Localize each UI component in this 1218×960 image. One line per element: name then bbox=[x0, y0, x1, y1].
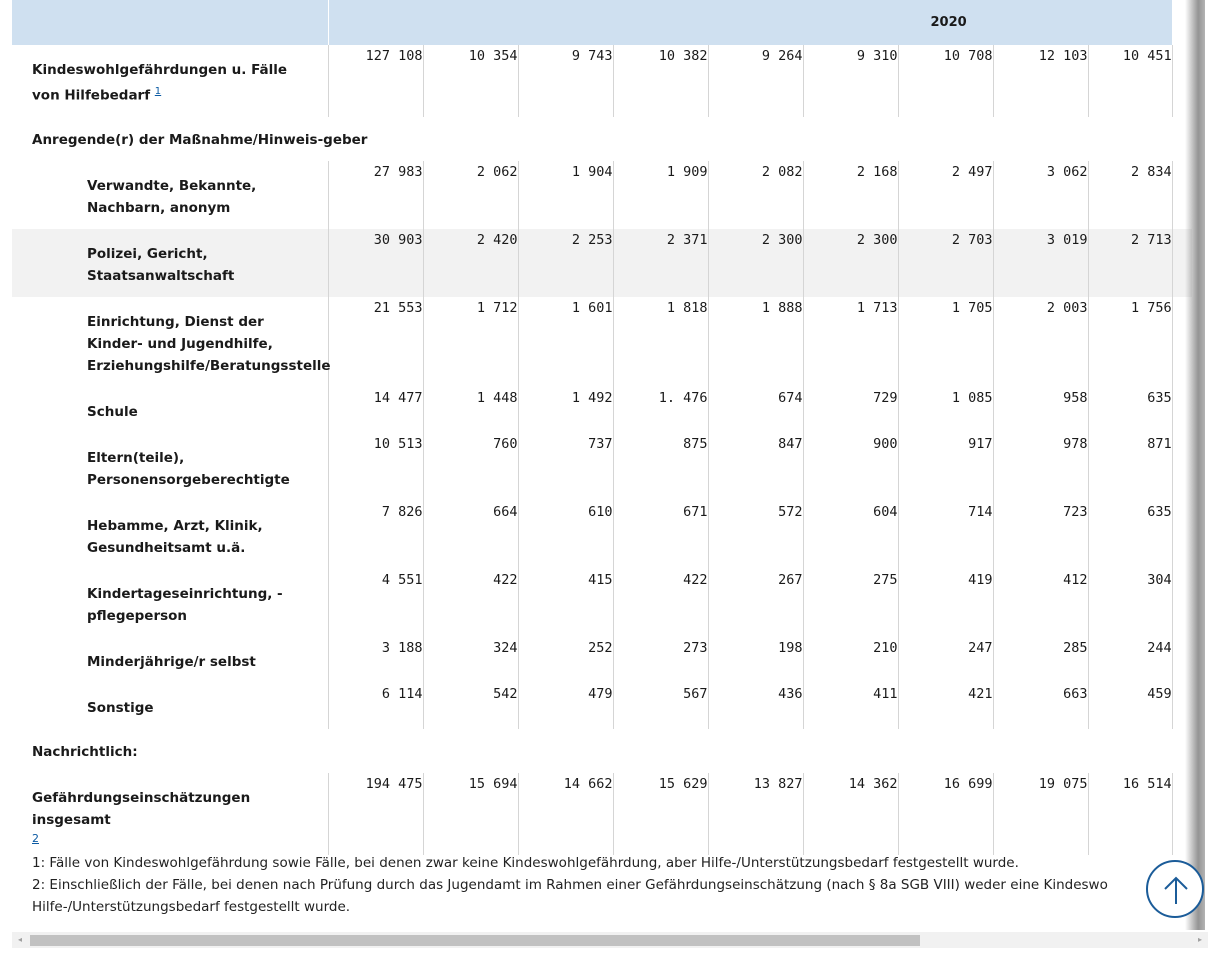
value-cell: 900 bbox=[803, 433, 898, 501]
value-cell: 1 085 bbox=[898, 387, 993, 433]
table-row bbox=[12, 297, 1192, 387]
value-cell: 411 bbox=[803, 683, 898, 729]
row-label-text: Sonstige bbox=[87, 699, 154, 716]
row-label-text: Kindeswohlgefährdungen u. Fälle von Hilfebedarf bbox=[32, 62, 288, 104]
value-cell: 572 bbox=[708, 501, 803, 569]
table-row bbox=[12, 433, 1192, 501]
section-row bbox=[12, 117, 1192, 161]
value-cell: 4 551 bbox=[328, 569, 423, 637]
value-cell: 127 108 bbox=[328, 45, 423, 117]
value-cell: 2 300 bbox=[803, 229, 898, 297]
table-row bbox=[12, 501, 1192, 569]
row-label-text: Einrichtung, Dienst der Kinder- und Jugendhilfe, Erziehungshilfe/Beratungsstelle bbox=[87, 313, 331, 374]
table-row bbox=[12, 229, 1192, 297]
year-heading: 2020 bbox=[930, 15, 967, 30]
header-year-cell bbox=[328, 0, 1172, 45]
row-label-text: Schule bbox=[87, 403, 138, 420]
value-cell: 604 bbox=[803, 501, 898, 569]
value-cell: 324 bbox=[423, 637, 518, 683]
row-label bbox=[12, 683, 328, 729]
value-cell: 723 bbox=[993, 501, 1088, 569]
row-label bbox=[12, 45, 328, 117]
row-label bbox=[12, 229, 328, 297]
value-cell: 737 bbox=[518, 433, 613, 501]
value-cell: 198 bbox=[708, 637, 803, 683]
value-cell: 1 904 bbox=[518, 161, 613, 229]
value-cell: 10 513 bbox=[328, 433, 423, 501]
value-cell: 2 062 bbox=[423, 161, 518, 229]
row-label bbox=[12, 297, 331, 387]
row-label bbox=[12, 387, 328, 433]
value-cell: 2 300 bbox=[708, 229, 803, 297]
value-cell: 871 bbox=[1088, 433, 1172, 501]
footnote-1: 1: Fälle von Kindeswohlgefährdung sowie Fälle, bei denen zwar keine Kindeswohlgefährdung, aber Hilfe-/Unterstützungsbedarf festgestellt wurde. bbox=[32, 855, 1019, 871]
row-label bbox=[12, 773, 328, 855]
table-body bbox=[12, 45, 1192, 855]
row-label-text: Eltern(teile), Personensorgeberechtigte bbox=[87, 449, 290, 488]
value-cell: 635 bbox=[1088, 387, 1172, 433]
value-cell: 3 062 bbox=[993, 161, 1088, 229]
footnote-2: 2: Einschließlich der Fälle, bei denen nach Prüfung durch das Jugendamt im Rahmen einer Gefährdungseinschätzung (nach § 8a SGB VIII) weder eine Kindeswo bbox=[32, 877, 1108, 893]
table-row bbox=[12, 683, 1192, 729]
value-cell: 1 601 bbox=[518, 297, 613, 387]
value-cell: 1 818 bbox=[613, 297, 708, 387]
value-cell: 13 827 bbox=[708, 773, 803, 855]
arrow-up-icon bbox=[1161, 874, 1191, 906]
table-row bbox=[12, 161, 1192, 229]
scrollbar-thumb[interactable] bbox=[30, 935, 920, 946]
value-cell: 663 bbox=[993, 683, 1088, 729]
row-label-text: Minderjährige/r selbst bbox=[87, 653, 256, 670]
footnote-link[interactable]: 2 bbox=[32, 831, 39, 845]
value-cell: 422 bbox=[423, 569, 518, 637]
value-cell: 760 bbox=[423, 433, 518, 501]
value-cell: 3 019 bbox=[993, 229, 1088, 297]
value-cell: 10 354 bbox=[423, 45, 518, 117]
value-cell: 635 bbox=[1088, 501, 1172, 569]
row-label-text: Verwandte, Bekannte, Nachbarn, anonym bbox=[87, 177, 257, 216]
value-cell: 567 bbox=[613, 683, 708, 729]
value-cell: 2 713 bbox=[1088, 229, 1172, 297]
row-label-text: Kindertageseinrichtung, -pflegeperson bbox=[87, 585, 283, 624]
value-cell: 729 bbox=[803, 387, 898, 433]
table-row bbox=[12, 387, 1192, 433]
value-cell: 664 bbox=[423, 501, 518, 569]
value-cell: 958 bbox=[993, 387, 1088, 433]
value-cell: 244 bbox=[1088, 637, 1172, 683]
value-cell: 2 003 bbox=[993, 297, 1088, 387]
value-cell: 10 382 bbox=[613, 45, 708, 117]
value-cell: 419 bbox=[898, 569, 993, 637]
value-cell: 1 492 bbox=[518, 387, 613, 433]
row-label-text: Polizei, Gericht, Staatsanwaltschaft bbox=[87, 245, 235, 284]
value-cell: 415 bbox=[518, 569, 613, 637]
value-cell: 15 629 bbox=[613, 773, 708, 855]
value-cell: 2 371 bbox=[613, 229, 708, 297]
value-cell: 847 bbox=[708, 433, 803, 501]
statistics-table bbox=[12, 0, 1192, 855]
section-row bbox=[12, 729, 1192, 773]
value-cell: 9 264 bbox=[708, 45, 803, 117]
value-cell: 714 bbox=[898, 501, 993, 569]
scroll-right-icon[interactable]: ▸ bbox=[1197, 935, 1202, 944]
value-cell: 412 bbox=[993, 569, 1088, 637]
row-label bbox=[12, 433, 328, 501]
value-cell: 436 bbox=[708, 683, 803, 729]
value-cell: 1 448 bbox=[423, 387, 518, 433]
value-cell: 2 834 bbox=[1088, 161, 1172, 229]
value-cell: 252 bbox=[518, 637, 613, 683]
value-cell: 875 bbox=[613, 433, 708, 501]
row-label bbox=[12, 569, 328, 637]
row-label bbox=[12, 161, 328, 229]
value-cell: 9 743 bbox=[518, 45, 613, 117]
value-cell: 14 662 bbox=[518, 773, 613, 855]
footnote-link[interactable]: 1 bbox=[154, 86, 162, 97]
value-cell: 30 903 bbox=[328, 229, 423, 297]
value-cell: 10 708 bbox=[898, 45, 993, 117]
value-cell: 285 bbox=[993, 637, 1088, 683]
value-cell: 917 bbox=[898, 433, 993, 501]
footnote-2-continued: Hilfe-/Unterstützungsbedarf festgestellt wurde. bbox=[32, 899, 351, 915]
value-cell: 2 420 bbox=[423, 229, 518, 297]
value-cell: 1 756 bbox=[1088, 297, 1172, 387]
value-cell: 2 168 bbox=[803, 161, 898, 229]
value-cell: 9 310 bbox=[803, 45, 898, 117]
value-cell: 542 bbox=[423, 683, 518, 729]
value-cell: 19 075 bbox=[993, 773, 1088, 855]
value-cell: 1. 476 bbox=[613, 387, 708, 433]
row-label-text: Hebamme, Arzt, Klinik, Gesundheitsamt u.ä. bbox=[87, 517, 263, 556]
value-cell: 14 477 bbox=[328, 387, 423, 433]
table-scroll-area[interactable] bbox=[12, 0, 1192, 930]
table-row bbox=[12, 637, 1192, 683]
table-row bbox=[12, 569, 1192, 637]
value-cell: 7 826 bbox=[328, 501, 423, 569]
value-cell: 273 bbox=[613, 637, 708, 683]
scroll-shadow-edge bbox=[1205, 0, 1218, 930]
value-cell: 6 114 bbox=[328, 683, 423, 729]
scroll-left-icon[interactable]: ◂ bbox=[17, 935, 22, 944]
section-label: Anregende(r) der Maßnahme/Hinweis-geber bbox=[32, 131, 368, 148]
section-label: Nachrichtlich: bbox=[32, 743, 138, 760]
value-cell: 2 703 bbox=[898, 229, 993, 297]
table-row bbox=[12, 45, 1192, 117]
value-cell: 2 253 bbox=[518, 229, 613, 297]
value-cell: 304 bbox=[1088, 569, 1172, 637]
value-cell: 1 713 bbox=[803, 297, 898, 387]
value-cell: 27 983 bbox=[328, 161, 423, 229]
value-cell: 1 909 bbox=[613, 161, 708, 229]
value-cell: 194 475 bbox=[328, 773, 423, 855]
value-cell: 1 712 bbox=[423, 297, 518, 387]
value-cell: 422 bbox=[613, 569, 708, 637]
value-cell: 421 bbox=[898, 683, 993, 729]
row-label bbox=[12, 637, 328, 683]
value-cell: 267 bbox=[708, 569, 803, 637]
value-cell: 16 514 bbox=[1088, 773, 1172, 855]
value-cell: 12 103 bbox=[993, 45, 1088, 117]
value-cell: 15 694 bbox=[423, 773, 518, 855]
value-cell: 610 bbox=[518, 501, 613, 569]
table-row bbox=[12, 773, 1192, 855]
value-cell: 3 188 bbox=[328, 637, 423, 683]
value-cell: 21 553 bbox=[328, 297, 423, 387]
value-cell: 674 bbox=[708, 387, 803, 433]
value-cell: 247 bbox=[898, 637, 993, 683]
value-cell: 10 451 bbox=[1088, 45, 1172, 117]
back-to-top-button[interactable] bbox=[1146, 860, 1204, 918]
header-label-cell bbox=[12, 0, 328, 45]
value-cell: 1 888 bbox=[708, 297, 803, 387]
value-cell: 2 082 bbox=[708, 161, 803, 229]
value-cell: 14 362 bbox=[803, 773, 898, 855]
row-label-text: Gefährdungseinschätzungen insgesamt bbox=[32, 789, 251, 828]
value-cell: 459 bbox=[1088, 683, 1172, 729]
footnotes bbox=[32, 852, 1192, 918]
table-header-row bbox=[12, 0, 1192, 45]
value-cell: 210 bbox=[803, 637, 898, 683]
value-cell: 978 bbox=[993, 433, 1088, 501]
horizontal-scrollbar[interactable] bbox=[12, 932, 1208, 948]
value-cell: 479 bbox=[518, 683, 613, 729]
value-cell: 275 bbox=[803, 569, 898, 637]
value-cell: 16 699 bbox=[898, 773, 993, 855]
value-cell: 1 705 bbox=[898, 297, 993, 387]
row-label bbox=[12, 501, 328, 569]
value-cell: 671 bbox=[613, 501, 708, 569]
value-cell: 2 497 bbox=[898, 161, 993, 229]
